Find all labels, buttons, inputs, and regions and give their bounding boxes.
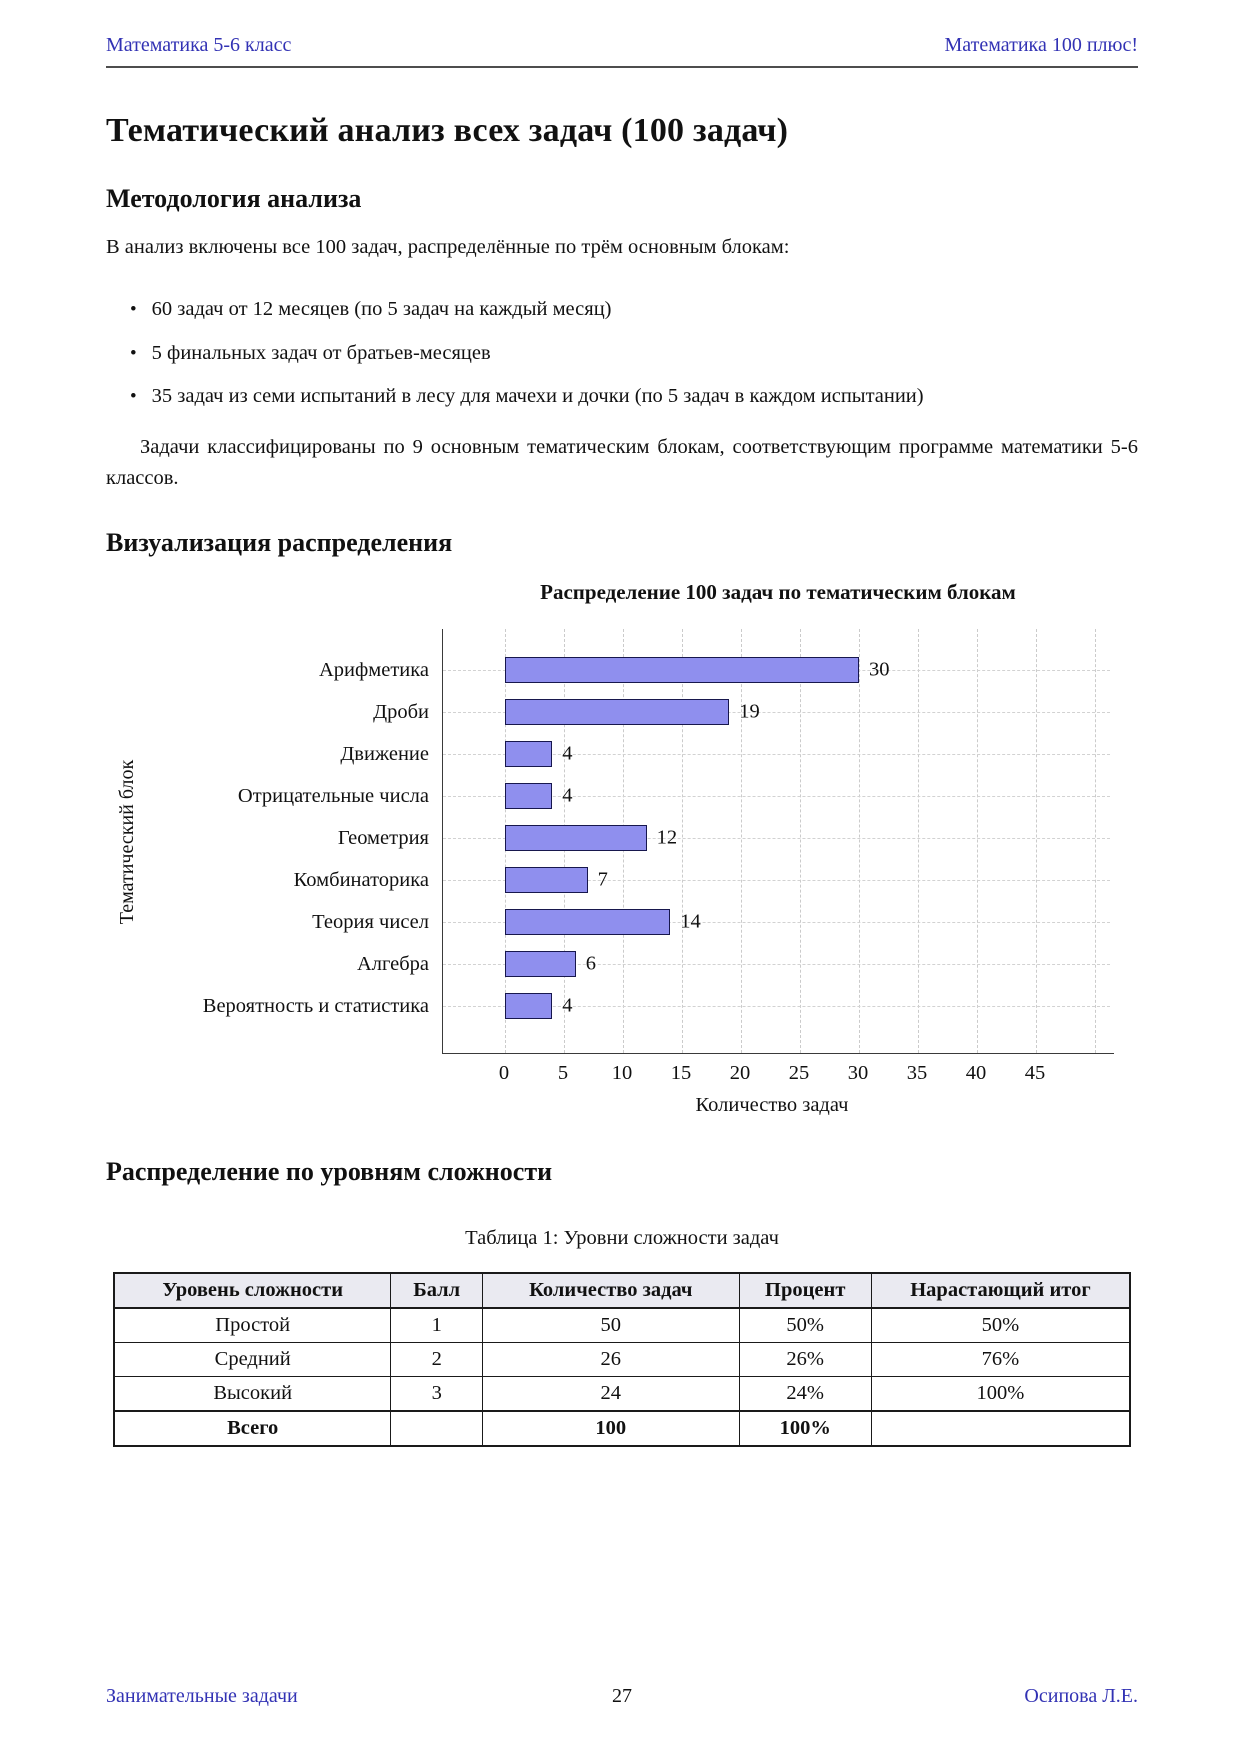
table-cell: Высокий [114, 1377, 391, 1412]
table-cell: 100 [483, 1411, 740, 1446]
bullet-item [130, 383, 1138, 410]
table-row [114, 1308, 1130, 1343]
bullet-item [130, 340, 1138, 367]
table-cell: 24% [739, 1377, 871, 1412]
x-tick-label: 15 [670, 1062, 692, 1085]
table-cell: 76% [871, 1343, 1130, 1377]
section-heading-visualization: Визуализация распределения [106, 528, 453, 558]
chart-category-label: Арифметика [318, 659, 429, 682]
chart-bar-value: 30 [869, 658, 890, 681]
table-cell: 100% [871, 1377, 1130, 1412]
chart-x-axis-ticks [442, 1054, 1114, 1088]
table-cell: Всего [114, 1411, 391, 1446]
x-tick-label: 20 [729, 1062, 751, 1085]
footer-left-text: Занимательные задачи [106, 1685, 298, 1707]
table-column-header: Уровень сложности [114, 1273, 391, 1308]
chart-bar [505, 867, 588, 893]
table-cell: 2 [391, 1343, 483, 1377]
chart-bar-row [443, 817, 1114, 859]
difficulty-table-head [114, 1273, 1130, 1308]
x-tick-label: 10 [611, 1062, 633, 1085]
table-caption: Таблица 1: Уровни сложности задач [465, 1227, 779, 1250]
bullet-text: 35 задач из семи испытаний в лесу для мачехи и дочки (по 5 задач в каждом испытании) [151, 385, 924, 408]
table-column-header: Нарастающий итог [871, 1273, 1130, 1308]
chart-category-label: Алгебра [356, 953, 429, 976]
page-title: Тематический анализ всех задач (100 задач) [106, 112, 789, 149]
table-cell: 24 [483, 1377, 740, 1412]
chart-bar [505, 741, 552, 767]
table-column-header: Балл [391, 1273, 483, 1308]
table-cell: 1 [391, 1308, 483, 1343]
chart-bar-row [443, 649, 1114, 691]
chart-category-labels [106, 629, 442, 1054]
x-tick-label: 30 [847, 1062, 869, 1085]
methodology-intro: В анализ включены все 100 задач, распределённые по трём основным блокам: [106, 236, 790, 258]
chart-bar [505, 657, 859, 683]
x-tick-label: 35 [906, 1062, 928, 1085]
chart-category-label: Дроби [373, 701, 429, 724]
section-heading-methodology: Методология анализа [106, 184, 362, 213]
table-column-header: Процент [739, 1273, 871, 1308]
section-heading-difficulty: Распределение по уровням сложности [106, 1157, 553, 1187]
chart-bar-row [443, 859, 1114, 901]
chart-plot-area [442, 629, 1114, 1054]
chart-category-label: Отрицательные числа [237, 785, 429, 808]
chart-category-label: Комбинаторика [293, 869, 429, 892]
methodology-outro: Задачи классифицированы по 9 основным тематическим блокам, соответствующим программе математики 5-6 классов. [106, 436, 1138, 490]
chart-bar-value: 6 [585, 952, 597, 975]
bullet-icon: • [130, 299, 137, 321]
header-right-text: Математика 100 плюс! [944, 34, 1138, 56]
table-row [114, 1343, 1130, 1377]
table-cell: 50 [483, 1308, 740, 1343]
chart-bar-row [443, 943, 1114, 985]
table-column-header: Количество задач [483, 1273, 740, 1308]
x-tick-label: 0 [498, 1062, 510, 1085]
bullet-text: 5 финальных задач от братьев-месяцев [151, 341, 491, 364]
table-cell: Средний [114, 1343, 391, 1377]
chart-x-axis-label: Количество задач [695, 1094, 849, 1117]
bullet-text: 60 задач от 12 месяцев (по 5 задач на каждый месяц) [151, 298, 612, 321]
difficulty-table [113, 1272, 1131, 1447]
table-cell: 3 [391, 1377, 483, 1412]
chart-bar-row [443, 775, 1114, 817]
chart-bar-row [443, 985, 1114, 1027]
chart-bar-value: 4 [562, 784, 573, 807]
chart-bar-row [443, 733, 1114, 775]
chart-bar-value: 4 [562, 994, 573, 1017]
table-cell: 50% [871, 1308, 1130, 1343]
chart-bar-value: 4 [562, 742, 573, 765]
bar-chart [106, 580, 1138, 1117]
chart-bar-value: 19 [739, 700, 760, 723]
x-tick-label: 5 [557, 1062, 569, 1085]
chart-bar [505, 699, 729, 725]
chart-bar [505, 951, 576, 977]
table-cell [391, 1411, 483, 1446]
chart-bar [505, 825, 647, 851]
chart-bar [505, 909, 670, 935]
chart-bar-value: 7 [597, 868, 608, 891]
table-cell: 50% [739, 1308, 871, 1343]
chart-bar [505, 993, 552, 1019]
footer-page-number: 27 [612, 1685, 632, 1707]
chart-bar-row [443, 901, 1114, 943]
x-tick-label: 25 [788, 1062, 810, 1085]
table-row [114, 1377, 1130, 1412]
table-header-row [114, 1273, 1130, 1308]
chart-plot-grid [106, 629, 1138, 1054]
chart-category-label: Геометрия [337, 827, 429, 850]
page-footer [106, 1685, 1138, 1708]
difficulty-table-body [114, 1308, 1130, 1446]
header-left-text: Математика 5-6 класс [106, 34, 292, 56]
bullet-icon: • [130, 386, 137, 408]
page-header [106, 34, 1138, 68]
bullet-icon: • [130, 342, 137, 364]
chart-y-axis-label: Тематический блок [116, 759, 138, 925]
chart-bar-value: 14 [680, 910, 701, 933]
chart-title: Распределение 100 задач по тематическим блокам [540, 580, 1016, 605]
chart-bar [505, 783, 552, 809]
table-cell: 26 [483, 1343, 740, 1377]
table-row [114, 1411, 1130, 1446]
table-cell [871, 1411, 1130, 1446]
table-cell: Простой [114, 1308, 391, 1343]
chart-bar-value: 12 [656, 826, 678, 849]
footer-right-text: Осипова Л.Е. [1024, 1685, 1138, 1707]
table-cell: 100% [739, 1411, 871, 1446]
methodology-bullet-list [106, 279, 1138, 410]
chart-category-label: Вероятность и статистика [202, 995, 429, 1018]
bullet-item [130, 296, 1138, 323]
x-tick-label: 45 [1024, 1062, 1046, 1085]
chart-category-label: Теория чисел [312, 911, 429, 934]
table-cell: 26% [739, 1343, 871, 1377]
x-tick-label: 40 [965, 1062, 987, 1085]
chart-bar-row [443, 691, 1114, 733]
chart-category-label: Движение [340, 743, 429, 766]
